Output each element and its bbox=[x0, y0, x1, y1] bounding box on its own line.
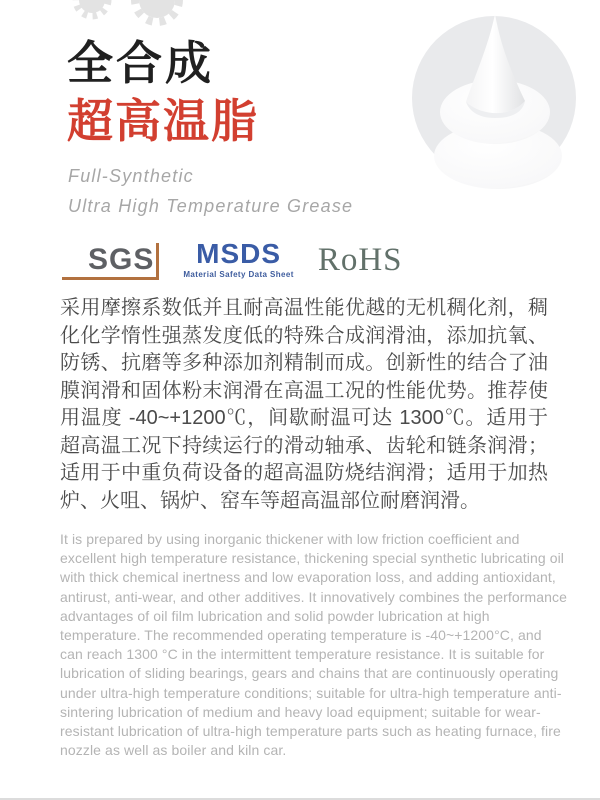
grease-swirl-photo bbox=[410, 6, 582, 206]
description-chinese: 采用摩擦系数低并且耐高温性能优越的无机稠化剂，稠化化学惰性强蒸发度低的特殊合成润滑油，添加抗氧、防锈、抗磨等多种添加剂精制而成。创新性的结合了油膜润滑和固体粉末润滑在高温工况的性能优势。推荐使用温度 -40~+1200℃，间歇耐温可达 1300℃。适用于超高温工况下持续运行的滑动轴承、齿轮和链条润滑；适用于中重负荷设备的超高温防烧结润滑；适用于加热炉、火咀、锅炉、窑车等超高温部位耐磨润滑。 bbox=[60, 297, 548, 512]
product-title-highlight: 超高温脂 bbox=[67, 95, 259, 147]
msds-badge bbox=[183, 240, 293, 280]
description-english: It is prepared by using inorganic thickener with low friction coefficient and excellent high temperature resistance, thickening special synthetic lubricating oil with thick chemical inertness and low evaporation loss, and adding antioxidant, antirust, anti-wear, and other additives. It innovatively combines the performance advantages of oil film lubrication and solid powder lubrication at high temperature. The recommended operating temperature is -40~+1200°C, and can reach 1300 °C in the intermittent temperature resistance. It is suitable for lubrication of sliding bearings, gears and chains that are continuously operating under ultra-high temperature conditions; suitable for ultra-high temperature anti-sintering lubrication of medium and heavy load equipment; suitable for wear-resistant lubrication of ultra-high temperature parts such as heating furnace, fire nozzle as well as boiler and kiln car. bbox=[60, 531, 568, 759]
product-subtitle-en bbox=[68, 161, 353, 221]
gear-icon bbox=[70, 0, 114, 23]
rohs-badge: RoHS bbox=[317, 242, 403, 279]
sgs-badge: SGS bbox=[62, 243, 159, 280]
certification-badges bbox=[62, 240, 403, 280]
gear-decoration bbox=[70, 0, 186, 30]
gear-icon bbox=[128, 0, 186, 30]
product-title-cn: 全合成 bbox=[67, 37, 214, 89]
subtitle-line2: Ultra High Temperature Grease bbox=[68, 196, 354, 216]
msds-badge-sublabel: Material Safety Data Sheet bbox=[183, 270, 294, 279]
msds-badge-label: MSDS bbox=[196, 238, 282, 269]
subtitle-line1: Full-Synthetic bbox=[68, 166, 194, 186]
